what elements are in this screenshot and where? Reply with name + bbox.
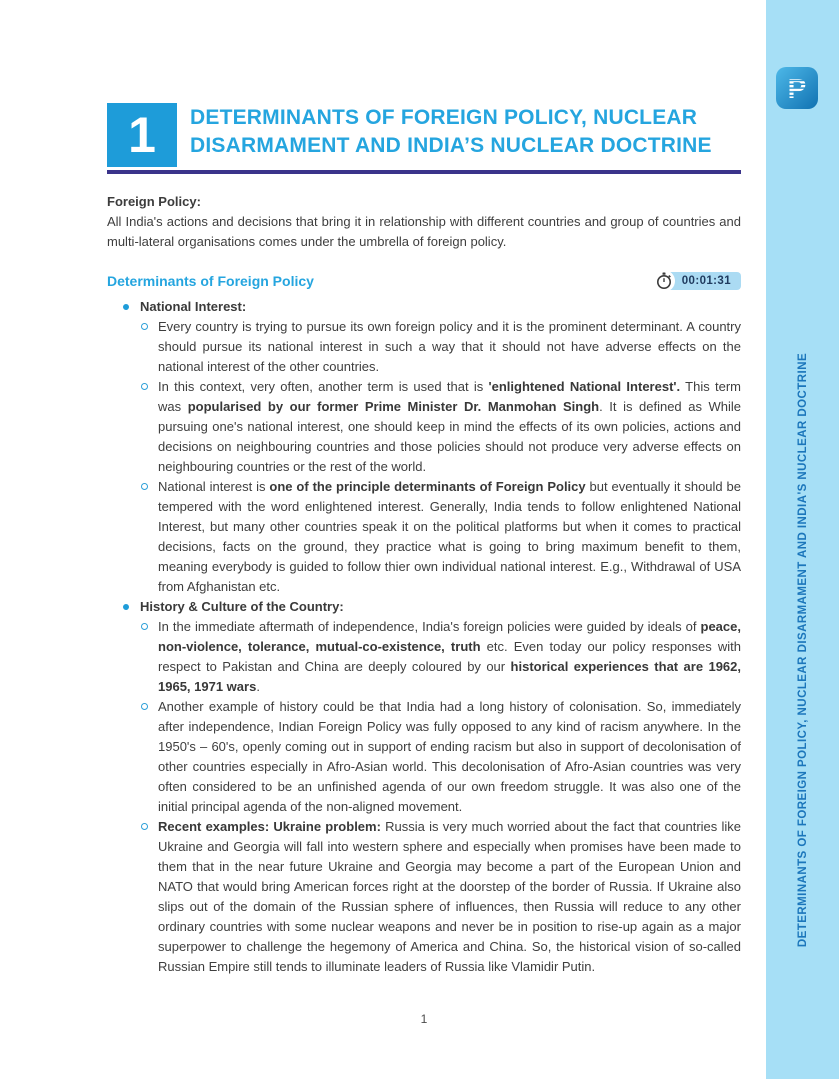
bullet-dot-icon [123, 604, 129, 610]
subpoint-circle-icon [141, 323, 148, 330]
subpoint-text: In this context, very often, another term is used that is 'enlightened National Interest'. This term was popularised by our former Prime Minister Dr. Manmohan Singh. It is defined as While pursuing one's national interest, one should keep in mind the effects of its own policies, actions and decisions on neighbouring countries and those policies should not produce very adverse effects on neighbouring countries or the rest of the world. [158, 379, 742, 474]
subpoint [107, 617, 741, 697]
bullet-dot-icon [123, 304, 129, 310]
subpoint-circle-icon [141, 703, 148, 710]
timer-value: 00:01:31 [661, 272, 741, 290]
chapter-title: DETERMINANTS OF FOREIGN POLICY, NUCLEAR DISARMAMENT AND INDIA’S NUCLEAR DOCTRINE [190, 106, 712, 157]
subpoint-circle-icon [141, 483, 148, 490]
subpoint-circle-icon [141, 823, 148, 830]
subpoint [107, 697, 741, 817]
title-divider-rule [107, 170, 741, 174]
bullet-label-row [107, 597, 741, 617]
page-number: 1 [420, 1012, 428, 1026]
section-heading: Determinants of Foreign Policy [107, 273, 314, 289]
right-sidebar [766, 0, 839, 1079]
publisher-logo-icon [775, 66, 819, 110]
svg-text:P: P [787, 73, 807, 104]
intro-paragraph: All India's actions and decisions that bring it in relationship with different countries and group of countries and multi-lateral organisations comes under the umbrella of foreign policy. [107, 214, 741, 249]
chapter-header [107, 103, 741, 167]
bullet-item [107, 297, 741, 597]
subpoint-circle-icon [141, 623, 148, 630]
section-heading-row [107, 269, 741, 293]
chapter-number: 1 [128, 107, 156, 163]
bullet-list [107, 297, 741, 977]
sidebar-vertical-title: DETERMINANTS OF FOREIGN POLICY, NUCLEAR DISARMAMENT AND INDIA'S NUCLEAR DOCTRINE [796, 352, 809, 948]
stopwatch-icon [652, 269, 676, 293]
chapter-number-box [107, 103, 177, 167]
subpoint [107, 317, 741, 377]
document-page [107, 103, 741, 977]
bullet-label-row [107, 297, 741, 317]
bullet-item [107, 597, 741, 977]
intro-heading: Foreign Policy: [107, 194, 201, 209]
bullet-label: National Interest: [140, 299, 247, 314]
subpoint-text: National interest is one of the principle determinants of Foreign Policy but eventually it should be tempered with the word enlightened interest. Generally, India tends to follow enlightened National Interest, but many other countries speak it on the political platforms but when it comes to practical decisions, facts on the ground, they practice what is going to bring maximum benefit to them, meaning everybody is guided to follow thier own individual national interest. E.g., Withdrawal of USA from Afghanistan etc. [158, 479, 742, 594]
subpoint [107, 377, 741, 477]
subpoint-text: Another example of history could be that India had a long history of colonisation. So, immediately after independence, Indian Foreign Policy was fully opposed to any kind of racism anywhere. In the 1950's – 60's, openly coming out in support of ending racism but also in support of decolonisation of other countries especially in Afro-Asian world. This decolonisation of Afro-Asian countries was very often considered to be an unfinished agenda of our own freedom struggle. It was also one of the initial principal agenda of the non-aligned movement. [158, 699, 741, 814]
subpoint-circle-icon [141, 383, 148, 390]
subpoint-text: Recent examples: Ukraine problem: Russia is very much worried about the fact that countries like Ukraine and Georgia will fall into western sphere and especially when promises have been made to them that in the near future Ukraine and Georgia may become a part of the European Union and NATO that would bring American forces right at the doorstep of the border of Russia. If Ukraine also slips out of the domain of the Russian sphere of influences, then Russia will reduce to any other ordinary countries with some nuclear weapons and never be in position to rise-up again as a major superpower to challenge the hegemony of America and China. So, the historical vision of so-called Russian Empire still tends to illuminate leaders of Russia like Vlamidir Putin. [158, 819, 741, 974]
subpoint [107, 817, 741, 977]
timer-badge [652, 269, 741, 293]
subpoint [107, 477, 741, 597]
bullet-label: History & Culture of the Country: [140, 599, 344, 614]
subpoint-text: In the immediate aftermath of independence, India's foreign policies were guided by ideals of peace, non-violence, tolerance, mutual-co-existence, truth etc. Even today our policy responses with respect to Pakistan and China are deeply coloured by our historical experiences that are 1962, 1965, 1971 wars. [158, 619, 741, 694]
subpoint-text: Every country is trying to pursue its own foreign policy and it is the prominent determinant. A country should pursue its national interest in such a way that it should not have adverse effects on the national interest of the other countries. [158, 319, 741, 374]
